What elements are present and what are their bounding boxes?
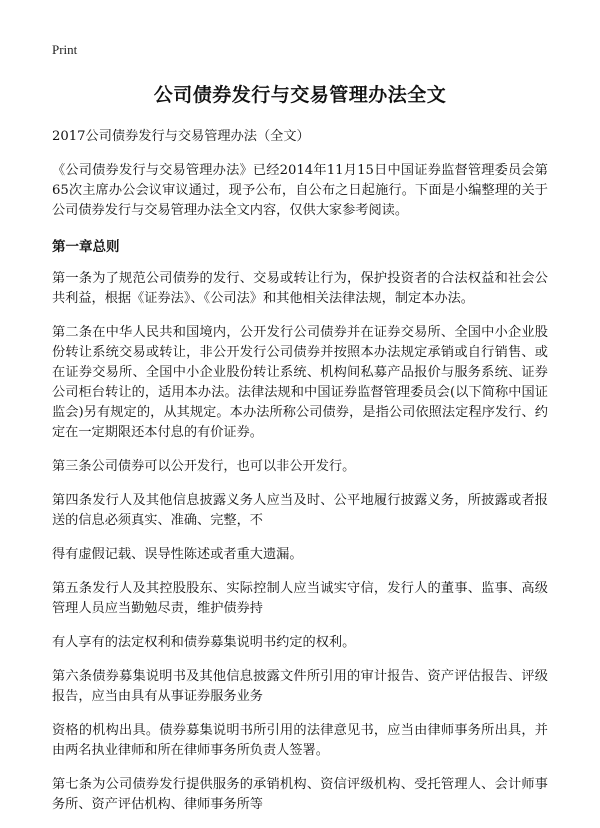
article-2-paragraph: 第二条在中华人民共和国境内，公开发行公司债券并在证券交易所、全国中小企业股份转让系统交易或转让，非公开发行公司债券并按照本办法规定承销或自行销售、或在证券交易所、全国中小企业股份转让系统、机构间私募产品报价与服务系统、证券公司柜台转让的，适用本办法。法律法规和中国证券监督管理委员会(以下简称中国证监会)另有规定的，从其规定。本办法所称公司债券，是指公司依照法定程序发行、约定在一定期限还本付息的有价证券。 — [52, 325, 548, 440]
print-link[interactable]: Print — [52, 42, 78, 57]
document-title: 公司债券发行与交易管理办法全文 — [153, 84, 447, 106]
article-4-continuation: 得有虚假记载、误导性陈述或者重大遗漏。 — [52, 547, 303, 562]
article-5-continuation: 有人享有的法定权利和债券募集说明书约定的权利。 — [52, 635, 356, 650]
article-1-paragraph: 第一条为了规范公司债券的发行、交易或转让行为，保护投资者的合法权益和社会公共利益，根据《证券法》、《公司法》和其他相关法律法规，制定本办法。 — [52, 271, 548, 306]
chapter-heading: 第一章总则 — [52, 239, 120, 255]
article-4-paragraph: 第四条发行人及其他信息披露义务人应当及时、公平地履行披露义务，所披露或者报送的信息必须真实、准确、完整，不 — [52, 493, 548, 528]
article-7-paragraph: 第七条为公司债券发行提供服务的承销机构、资信评级机构、受托管理人、会计师事务所、资产评估机构、律师事务所等 — [52, 777, 548, 812]
article-3-paragraph: 第三条公司债券可以公开发行，也可以非公开发行。 — [52, 459, 356, 474]
subtitle-paragraph: 2017公司债券发行与交易管理办法（全文） — [52, 129, 310, 144]
article-6-continuation: 资格的机构出具。债券募集说明书所引用的法律意见书，应当由律师事务所出具，并由两名执业律师和所在律师事务所负责人签署。 — [52, 723, 548, 758]
article-6-paragraph: 第六条债券募集说明书及其他信息披露文件所引用的审计报告、资产评估报告、评级报告，应当由具有从事证券服务业务 — [52, 669, 548, 704]
article-5-paragraph: 第五条发行人及其控股股东、实际控制人应当诚实守信，发行人的董事、监事、高级管理人员应当勤勉尽责，维护债券持 — [52, 581, 548, 616]
intro-paragraph: 《公司债券发行与交易管理办法》已经2014年11月15日中国证券监督管理委员会第65次主席办公会议审议通过，现予公布，自公布之日起施行。下面是小编整理的关于公司债券发行与交易管理办法全文内容，仅供大家参考阅读。 — [52, 163, 548, 218]
